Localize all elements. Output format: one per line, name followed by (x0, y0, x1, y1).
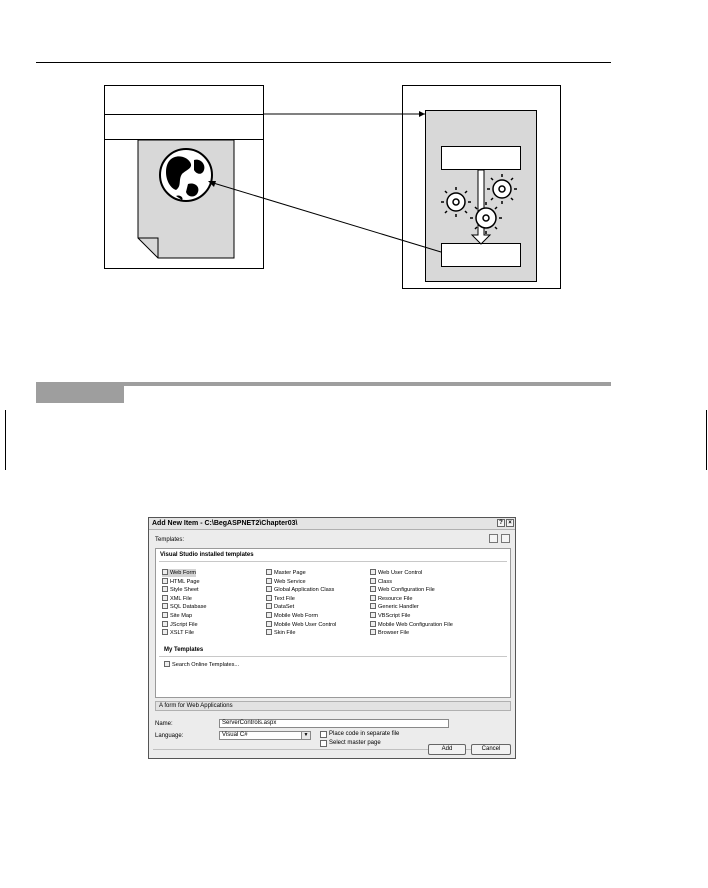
template-item[interactable] (162, 603, 207, 611)
template-item-label: Mobile Web Form (274, 613, 319, 619)
template-item[interactable] (162, 578, 200, 586)
place-code-label: Place code in separate file (329, 731, 400, 737)
search-online-label: Search Online Templates... (172, 662, 240, 668)
template-item[interactable] (370, 578, 392, 586)
template-item[interactable] (370, 612, 410, 620)
right-margin-mark (706, 410, 707, 470)
my-templates-header: My Templates (164, 647, 204, 653)
template-file-icon (370, 629, 376, 635)
section-tab (36, 386, 124, 403)
template-item[interactable] (162, 629, 194, 637)
template-item-label: Web Configuration File (378, 587, 435, 594)
template-item-label: Browser File (378, 630, 410, 637)
template-file-icon (162, 569, 168, 575)
template-item-label: Skin File (274, 630, 296, 637)
template-item-label: Master Page (274, 570, 306, 576)
template-file-icon (162, 629, 168, 635)
template-file-icon (266, 621, 272, 627)
template-item-label: VBScript File (378, 613, 411, 619)
templates-label: Templates: (155, 537, 185, 543)
template-item-label: Resource File (378, 595, 413, 602)
my-templates-divider (159, 656, 507, 657)
template-file-icon (370, 603, 376, 609)
template-item[interactable] (266, 603, 294, 611)
template-item-label: Mobile Web User Control (274, 621, 337, 628)
globe-icon (160, 149, 212, 201)
template-item-label: SQL Database (170, 604, 207, 611)
template-item[interactable] (370, 586, 435, 594)
installed-templates-header: Visual Studio installed templates (160, 552, 254, 558)
template-file-icon (370, 612, 376, 618)
name-input[interactable]: ServerControls.aspx (219, 719, 449, 728)
template-item[interactable] (162, 595, 192, 603)
add-button[interactable]: Add (428, 744, 466, 755)
template-item[interactable] (162, 586, 199, 594)
template-item[interactable] (370, 603, 419, 611)
select-master-label: Select master page (329, 740, 381, 746)
template-item-label: Generic Handler (378, 604, 419, 611)
template-item[interactable] (162, 569, 196, 577)
template-file-icon (370, 621, 376, 627)
small-icons-view-button[interactable] (501, 534, 510, 543)
dialog-title: Add New Item - C:\BegASPNET2\Chapter03\ (152, 520, 298, 527)
chevron-down-icon[interactable]: ▼ (301, 732, 310, 739)
template-item-label: Web User Control (378, 570, 423, 576)
template-item-label: XSLT File (170, 630, 195, 637)
language-value: Visual C# (222, 732, 248, 738)
language-label: Language: (155, 733, 184, 739)
template-item-label: XML File (170, 595, 192, 602)
template-item[interactable] (266, 569, 306, 577)
template-item[interactable] (266, 621, 336, 629)
template-item[interactable] (266, 629, 295, 637)
template-file-icon (370, 578, 376, 584)
templates-list (155, 548, 511, 698)
help-button[interactable] (497, 519, 505, 527)
left-margin-mark (5, 410, 6, 470)
search-online-templates[interactable] (164, 661, 239, 669)
template-item[interactable] (266, 586, 334, 594)
arrow-response (210, 182, 441, 252)
template-file-icon (370, 586, 376, 592)
template-item-label: Web Form (170, 570, 197, 576)
template-item-label: Class (378, 578, 392, 585)
template-file-icon (266, 612, 272, 618)
template-item-label: Global Application Class (274, 587, 335, 594)
template-file-icon (162, 595, 168, 601)
template-item[interactable] (370, 621, 453, 629)
template-item-label: Mobile Web Configuration File (378, 621, 453, 628)
close-icon: × (508, 520, 512, 526)
template-item-label: HTML Page (170, 578, 200, 585)
template-file-icon (266, 586, 272, 592)
template-description: A form for Web Applications (155, 701, 511, 711)
template-item-label: DataSet (274, 604, 295, 611)
template-file-icon (162, 612, 168, 618)
diagram-art (0, 0, 708, 300)
template-item-label: Style Sheet (170, 587, 199, 594)
language-select[interactable] (219, 731, 311, 740)
template-file-icon (266, 595, 272, 601)
dialog-titlebar (149, 518, 515, 530)
template-item[interactable] (266, 595, 295, 603)
template-file-icon (266, 603, 272, 609)
cancel-button[interactable]: Cancel (471, 744, 511, 755)
template-item-label: JScript File (170, 621, 198, 628)
template-file-icon (266, 578, 272, 584)
template-file-icon (162, 603, 168, 609)
installed-divider (159, 561, 507, 562)
template-item[interactable] (266, 612, 318, 620)
close-button[interactable] (506, 519, 514, 527)
search-online-icon (164, 661, 170, 667)
add-new-item-dialog (148, 517, 516, 759)
template-file-icon (162, 621, 168, 627)
template-item[interactable] (370, 595, 413, 603)
template-item-label: Web Service (274, 578, 306, 585)
template-item[interactable] (266, 578, 306, 586)
template-item-label: Site Map (170, 613, 193, 619)
template-file-icon (266, 629, 272, 635)
template-file-icon (162, 586, 168, 592)
name-label: Name: (155, 721, 173, 727)
select-master-checkbox[interactable] (320, 740, 327, 747)
help-icon: ? (499, 520, 503, 526)
template-item[interactable] (370, 629, 409, 637)
template-item[interactable] (162, 621, 198, 629)
place-code-checkbox[interactable] (320, 731, 327, 738)
process-arrow (472, 170, 490, 244)
template-file-icon (370, 569, 376, 575)
template-item-label: Text File (274, 595, 295, 602)
template-file-icon (266, 569, 272, 575)
large-icons-view-button[interactable] (489, 534, 498, 543)
template-file-icon (162, 578, 168, 584)
template-file-icon (370, 595, 376, 601)
template-item[interactable] (370, 569, 422, 577)
template-item[interactable] (162, 612, 192, 620)
